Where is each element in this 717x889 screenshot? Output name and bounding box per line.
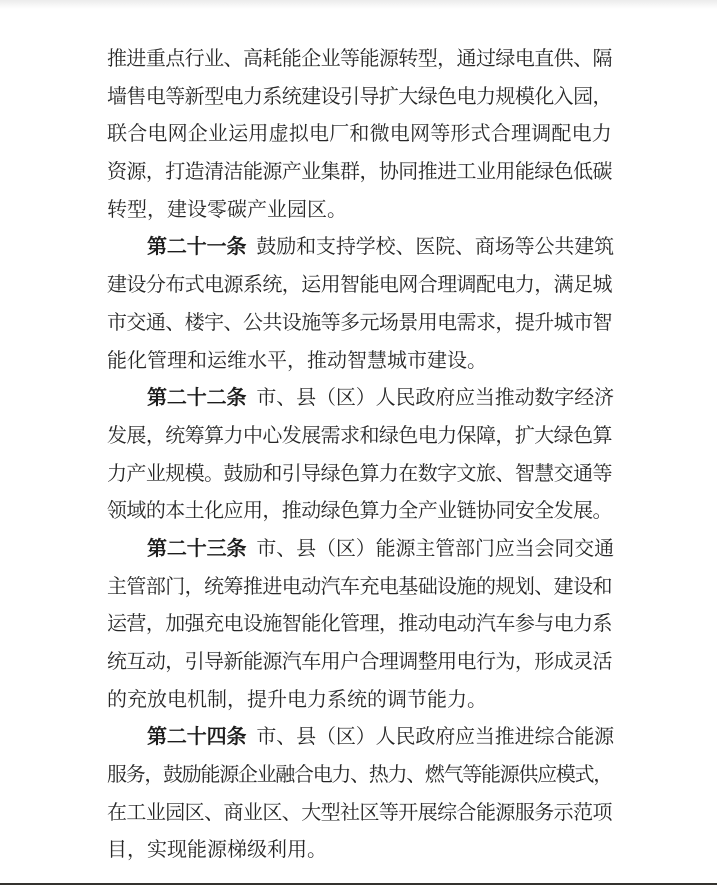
- text-line: [107, 719, 615, 757]
- text-line: 运营，加强充电设施智能化管理，推动电动汽车参与电力系: [107, 613, 612, 636]
- text-line: 服务，鼓励能源企业融合电力、热力、燃气等能源供应模式，: [107, 764, 612, 787]
- page-bottom-divider: [0, 883, 717, 885]
- text-line: 建设分布式电源系统，运用智能电网合理调配电力，满足城: [107, 274, 612, 297]
- text-line: 在工业园区、商业区、大型社区等开展综合能源服务示范项: [107, 801, 612, 824]
- text-line: [107, 229, 615, 267]
- text-line: 市交通、楼宇、公共设施等多元场景用电需求，提升城市智: [107, 311, 612, 334]
- text-line: 目，实现能源梯级利用。: [107, 839, 327, 862]
- paragraph-article-21: [107, 229, 615, 380]
- text-line: 资源，打造清洁能源产业集群，协同推进工业用能绿色低碳: [107, 161, 612, 184]
- article-number: 第二十三条: [147, 537, 247, 560]
- text-line: 的充放电机制，提升电力系统的调节能力。: [107, 688, 487, 711]
- paragraph-article-23: [107, 531, 615, 719]
- text-line: 领域的本土化应用，推动绿色算力全产业链协同安全发展。: [107, 500, 612, 523]
- article-number: 第二十一条: [147, 236, 247, 259]
- article-text: 市、县（区）人民政府应当推进综合能源: [256, 726, 615, 749]
- text-line: [107, 380, 615, 418]
- text-line: 转型，建设零碳产业园区。: [107, 198, 347, 221]
- text-line: 统互动，引导新能源汽车用户合理调整用电行为，形成灵活: [107, 651, 612, 673]
- text-line: 能化管理和运维水平，推动智慧城市建设。: [107, 349, 487, 372]
- article-text: 市、县（区）人民政府应当推动数字经济: [256, 387, 615, 410]
- text-line: 主管部门，统筹推进电动汽车充电基础设施的规划、建设和: [107, 575, 612, 598]
- text-line: 发展，统筹算力中心发展需求和绿色电力保障，扩大绿色算: [107, 424, 612, 447]
- document-content: [107, 41, 615, 870]
- text-line: [107, 531, 615, 569]
- article-text: 市、县（区）能源主管部门应当会同交通: [256, 537, 615, 560]
- text-line: 墙售电等新型电力系统建设引导扩大绿色电力规模化入园，: [107, 85, 612, 108]
- top-edge-shade: [0, 0, 717, 9]
- article-text: 鼓励和支持学校、医院、商场等公共建筑: [256, 236, 615, 259]
- article-number: 第二十四条: [147, 726, 247, 749]
- paragraph-continuation: [107, 41, 612, 229]
- text-line: 联合电网企业运用虚拟电厂和微电网等形式合理调配电力: [107, 123, 612, 146]
- paragraph-article-24: [107, 719, 615, 870]
- text-line: 力产业规模。鼓励和引导绿色算力在数字文旅、智慧交通等: [107, 462, 612, 485]
- text-line: 推进重点行业、高耗能企业等能源转型，通过绿电直供、隔: [107, 48, 612, 70]
- paragraph-article-22: [107, 380, 615, 531]
- article-number: 第二十二条: [147, 387, 247, 410]
